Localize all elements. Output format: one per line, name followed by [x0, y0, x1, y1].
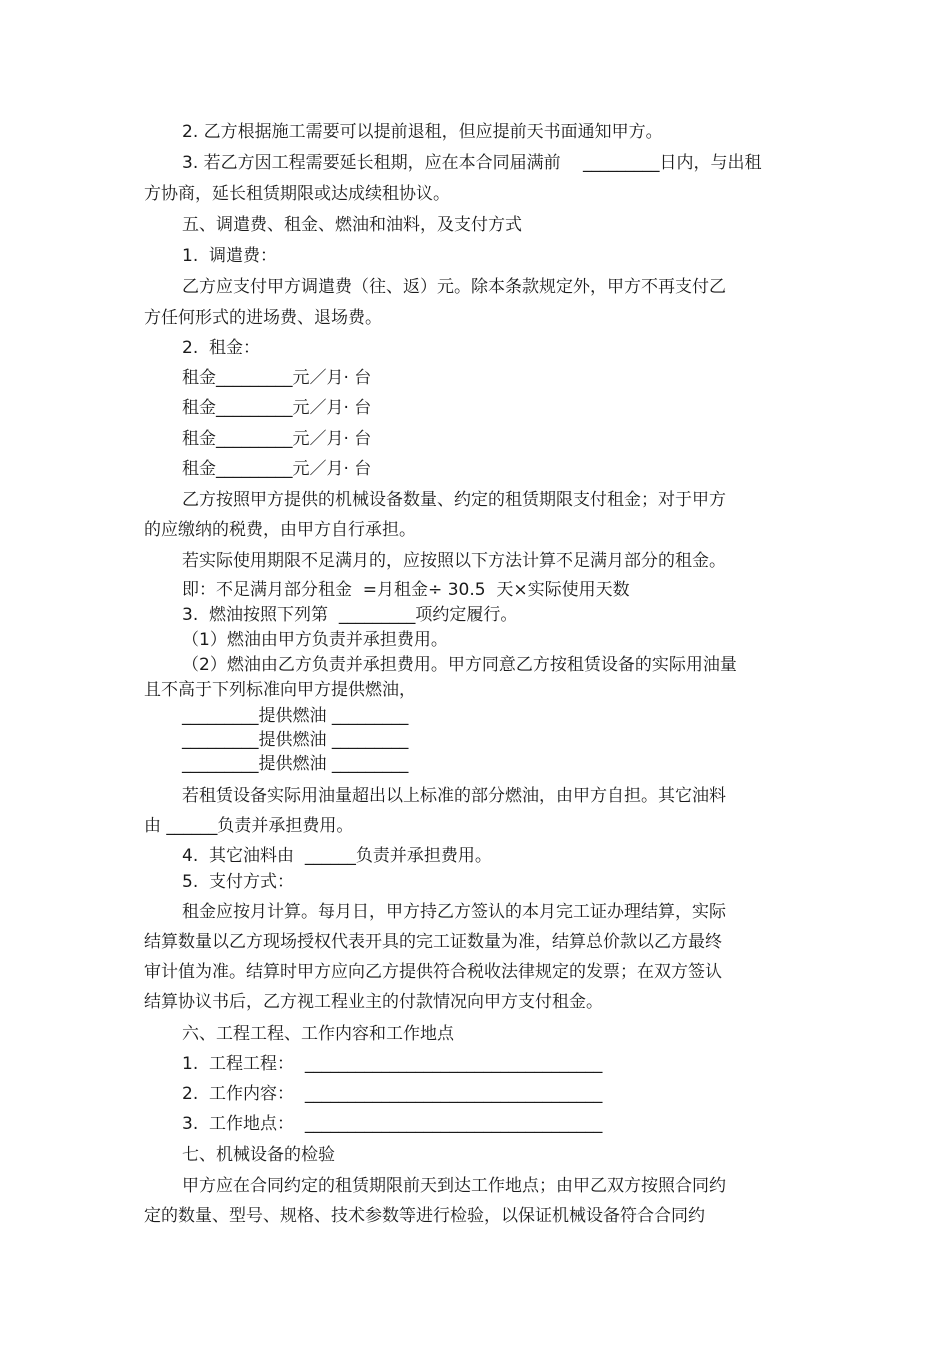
text-line: 若租赁设备实际用油量超出以上标准的部分燃油，由甲方自担。其它油料 [182, 786, 726, 806]
text-line: 乙方按照甲方提供的机械设备数量、约定的租赁期限支付租金；对于甲方 [182, 490, 726, 510]
section-heading: 五、调遣费、租金、燃油和油料，及支付方式 [182, 215, 522, 235]
text-line: 租金_________元／月· 台 [182, 429, 372, 449]
text-line: （1）燃油由甲方负责并承担费用。 [182, 630, 448, 650]
text-line: _________提供燃油 _________ [182, 754, 409, 774]
text-line: 若实际使用期限不足满月的，应按照以下方法计算不足满月部分的租金。 [182, 551, 726, 571]
text-line: 的应缴纳的税费，由甲方自行承担。 [144, 520, 416, 540]
text-line: 租金_________元／月· 台 [182, 459, 372, 479]
text-line: 定的数量、型号、规格、技术参数等进行检验，以保证机械设备符合合同约 [144, 1206, 705, 1226]
text-line: 3. 工作地点： ___________________________________ [182, 1114, 603, 1134]
text-line: 即：不足满月部分租金 =月租金÷ 30.5 天×实际使用天数 [182, 580, 630, 600]
text-line: 租金应按月计算。每月日，甲方持乙方签认的本月完工证办理结算，实际 [182, 902, 726, 922]
text-line: 1. 调遣费： [182, 246, 278, 266]
text-line: （2）燃油由乙方负责并承担费用。甲方同意乙方按租赁设备的实际用油量 [182, 655, 737, 675]
text-line: 方协商，延长租赁期限或达成续租协议。 [144, 184, 450, 204]
text-line: 结算数量以乙方现场授权代表开具的完工证数量为准，结算总价款以乙方最终 [144, 932, 722, 952]
text-line: 甲方应在合同约定的租赁期限前天到达工作地点；由甲乙双方按照合同约 [182, 1176, 726, 1196]
text-line: _________提供燃油 _________ [182, 730, 409, 750]
text-line: 由 ______负责并承担费用。 [144, 816, 354, 836]
section-heading: 六、工程工程、工作内容和工作地点 [182, 1024, 454, 1044]
text-line: 2. 乙方根据施工需要可以提前退租，但应提前天书面通知甲方。 [182, 122, 663, 142]
text-line: 审计值为准。结算时甲方应向乙方提供符合税收法律规定的发票；在双方签认 [144, 962, 722, 982]
section-heading: 七、机械设备的检验 [182, 1145, 335, 1165]
text-line: 结算协议书后，乙方视工程业主的付款情况向甲方支付租金。 [144, 992, 603, 1012]
text-line: 方任何形式的进场费、退场费。 [144, 308, 382, 328]
text-line: 3. 若乙方因工程需要延长租期，应在本合同届满前 _________日内，与出租 [182, 153, 762, 173]
text-line: 2. 租金： [182, 338, 261, 358]
text-line: 2. 工作内容： ___________________________________ [182, 1084, 603, 1104]
text-line: 且不高于下列标准向甲方提供燃油， [144, 680, 416, 700]
text-line: 租金_________元／月· 台 [182, 398, 372, 418]
text-line: 乙方应支付甲方调遣费（往、返）元。除本条款规定外，甲方不再支付乙 [182, 277, 726, 297]
text-line: 3. 燃油按照下列第 _________项约定履行。 [182, 605, 518, 625]
text-line: _________提供燃油 _________ [182, 706, 409, 726]
text-line: 1. 工程工程： ___________________________________ [182, 1054, 603, 1074]
text-line: 租金_________元／月· 台 [182, 368, 372, 388]
text-line: 4. 其它油料由 ______负责并承担费用。 [182, 846, 492, 866]
text-line: 5. 支付方式： [182, 872, 295, 892]
